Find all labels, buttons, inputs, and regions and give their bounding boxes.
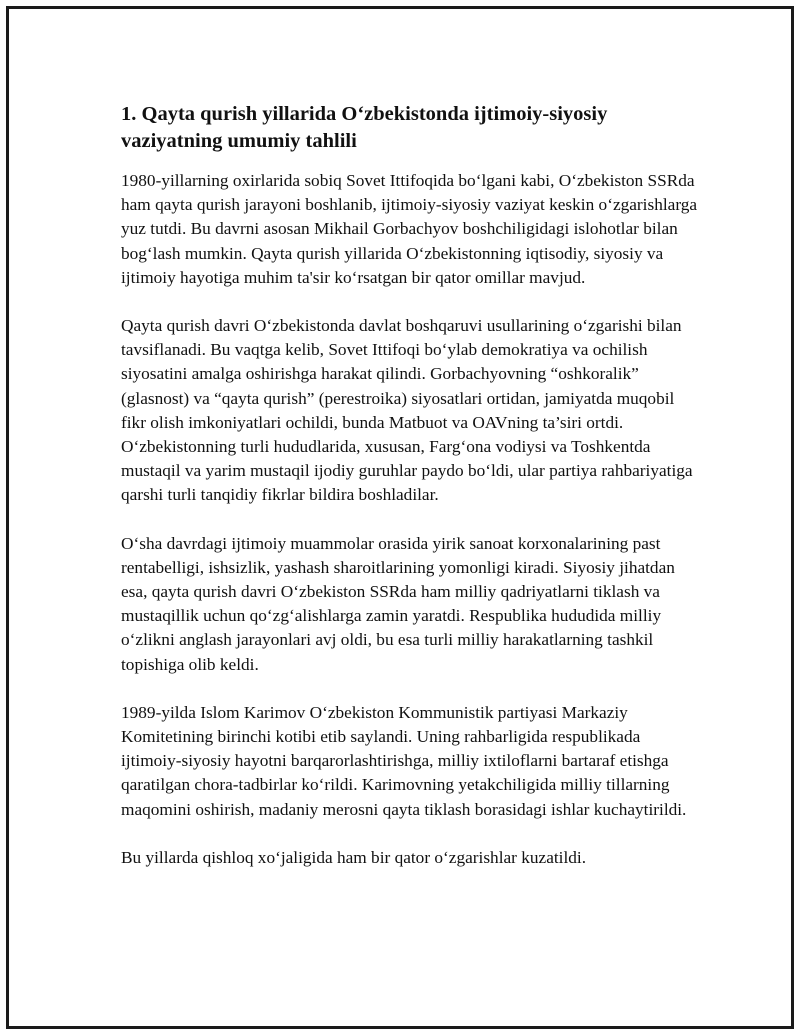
paragraph-3: O‘sha davrdagi ijtimoiy muammolar orasida yirik sanoat korxonalarining past rentabelligi, ishsizlik, yashash sharoitlarining yomonligi kiradi. Siyosiy jihatdan esa, qayta qurish davri O‘zbekiston SSRda ham milliy qadriyatlarni tiklash va mustaqillik uchun qo‘zg‘alishlarga zamin yaratdi. Respublika hududida milliy o‘zlikni anglash jarayonlari avj oldi, bu esa turli milliy harakatlarning tashkil topishiga olib keldi. (121, 533, 675, 674)
paragraph-4: 1989-yilda Islom Karimov O‘zbekiston Kommunistik partiyasi Markaziy Komitetining birinchi kotibi etib saylandi. Uning rahbarligida respublikada ijtimoiy-siyosiy hayotni barqarorlashtirishga, milliy ixtiloflarni bartaraf etishga qaratilgan chora-tadbirlar ko‘rildi. Karimovning yetakchiligida milliy tillarning maqomini oshirish, madaniy merosni qayta tiklash borasidagi ishlar kuchaytirildi. (121, 702, 687, 819)
page-frame (6, 6, 794, 1029)
section-heading: 1. Qayta qurish yillarida O‘zbekistonda ijtimoiy-siyosiy vaziyatning umumiy tahlili (121, 103, 608, 152)
paragraph-2: Qayta qurish davri O‘zbekistonda davlat boshqaruvi usullarining o‘zgarishi bilan tavsiflanadi. Bu vaqtga kelib, Sovet Ittifoqi bo‘ylab demokratiya va ochilish siyosatini amalga oshirishga harakat qilindi. Gorbachyovning “oshkoralik” (glasnost) va “qayta qurish” (perestroika) siyosatlari ortidan, jamiyatda muqobil fikr olish imkoniyatlari ochildi, bunda Matbuot va OAVning ta’siri ortdi. O‘zbekistonning turli hududlarida, xususan, Farg‘ona vodiysi va Toshkentda mustaqil va yarim mustaqil ijodiy guruhlar paydo bo‘ldi, ular partiya rahbariyatiga qarshi turli tanqidiy fikrlar bildira boshladilar. (121, 316, 693, 505)
document-body (121, 101, 701, 894)
paragraph-5: Bu yillarda qishloq xo‘jaligida ham bir qator o‘zgarishlar kuzatildi. (121, 847, 587, 867)
paragraph-1: 1980-yillarning oxirlarida sobiq Sovet Ittifoqida bo‘lgani kabi, O‘zbekiston SSRda ham qayta qurish jarayoni boshlanib, ijtimoiy-siyosiy vaziyat keskin o‘zgarishlarga yuz tutdi. Bu davrni asosan Mikhail Gorbachyov boshchiligidagi islohotlar bilan bog‘lash mumkin. Qayta qurish yillarida O‘zbekistonning iqtisodiy, siyosiy va ijtimoiy hayotiga muhim ta'sir ko‘rsatgan bir qator omillar mavjud. (121, 171, 698, 287)
